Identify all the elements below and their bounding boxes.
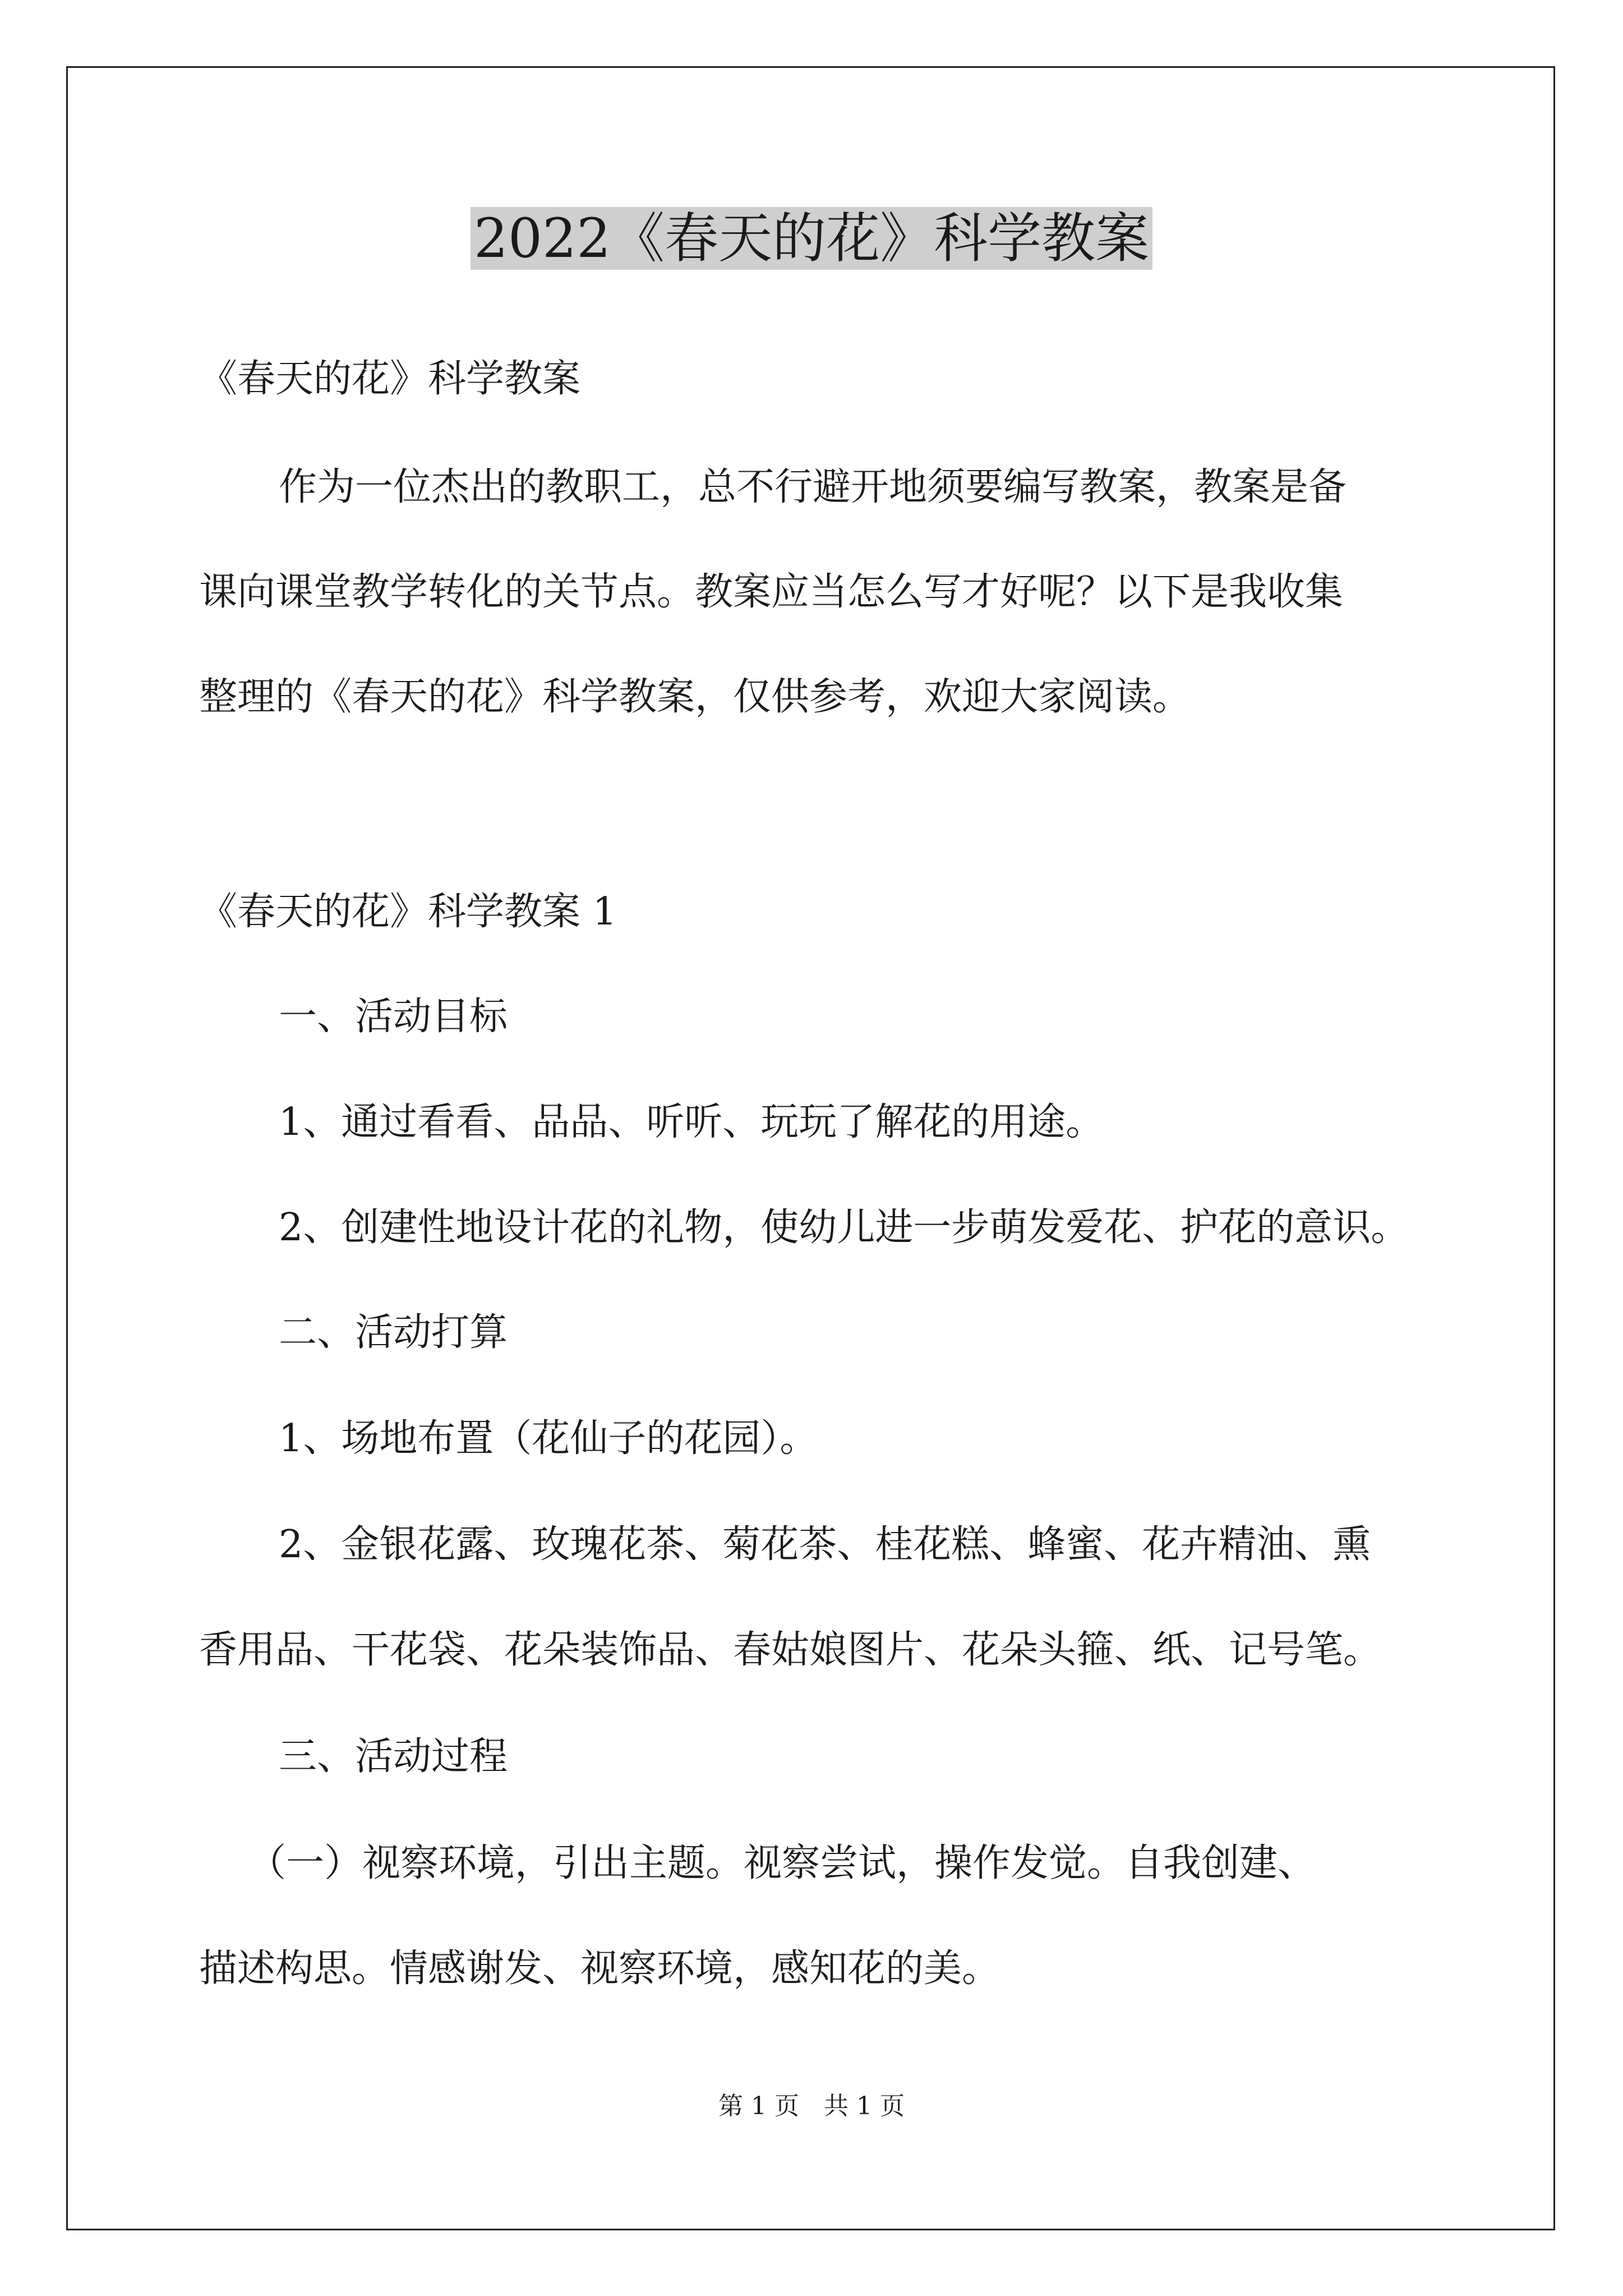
document-title-text: 2022《春天的花》科学教案	[471, 207, 1152, 270]
preparation-item-1: 1、场地布置（花仙子的花园）。	[279, 1416, 818, 1461]
intro-line-2: 课向课堂教学转化的关节点。教案应当怎么写才好呢？以下是我收集	[199, 570, 1344, 614]
process-step-1-line-2: 描述构思。情感谢发、视察环境，感知花的美。	[199, 1947, 1000, 1991]
page-footer: 第 1 页 共 1 页	[718, 2092, 905, 2120]
goal-item-2: 2、创建性地设计花的礼物，使幼儿进一步萌发爱花、护花的意识。	[279, 1205, 1409, 1250]
goal-item-1: 1、通过看看、品品、听听、玩玩了解花的用途。	[279, 1100, 1104, 1144]
subtitle: 《春天的花》科学教案	[199, 357, 581, 401]
intro-line-3: 整理的《春天的花》科学教案，仅供参考，欢迎大家阅读。	[199, 675, 1191, 719]
preparation-item-2-line-2: 香用品、干花袋、花朵装饰品、春姑娘图片、花朵头箍、纸、记号笔。	[199, 1628, 1382, 1672]
heading-activity-preparation: 二、活动打算	[279, 1310, 508, 1355]
intro-line-1: 作为一位杰出的教职工，总不行避开地须要编写教案，教案是备	[279, 465, 1347, 509]
section-heading: 《春天的花》科学教案 1	[199, 890, 617, 934]
preparation-item-2-line-1: 2、金银花露、玫瑰花茶、菊花茶、桂花糕、蜂蜜、花卉精油、熏	[279, 1522, 1371, 1567]
document-title	[0, 202, 1623, 275]
process-step-1-line-1: （一）视察环境，引出主题。视察尝试，操作发觉。自我创建、	[248, 1841, 1316, 1885]
heading-activity-process: 三、活动过程	[279, 1734, 508, 1779]
heading-activity-goals: 一、活动目标	[279, 995, 508, 1039]
